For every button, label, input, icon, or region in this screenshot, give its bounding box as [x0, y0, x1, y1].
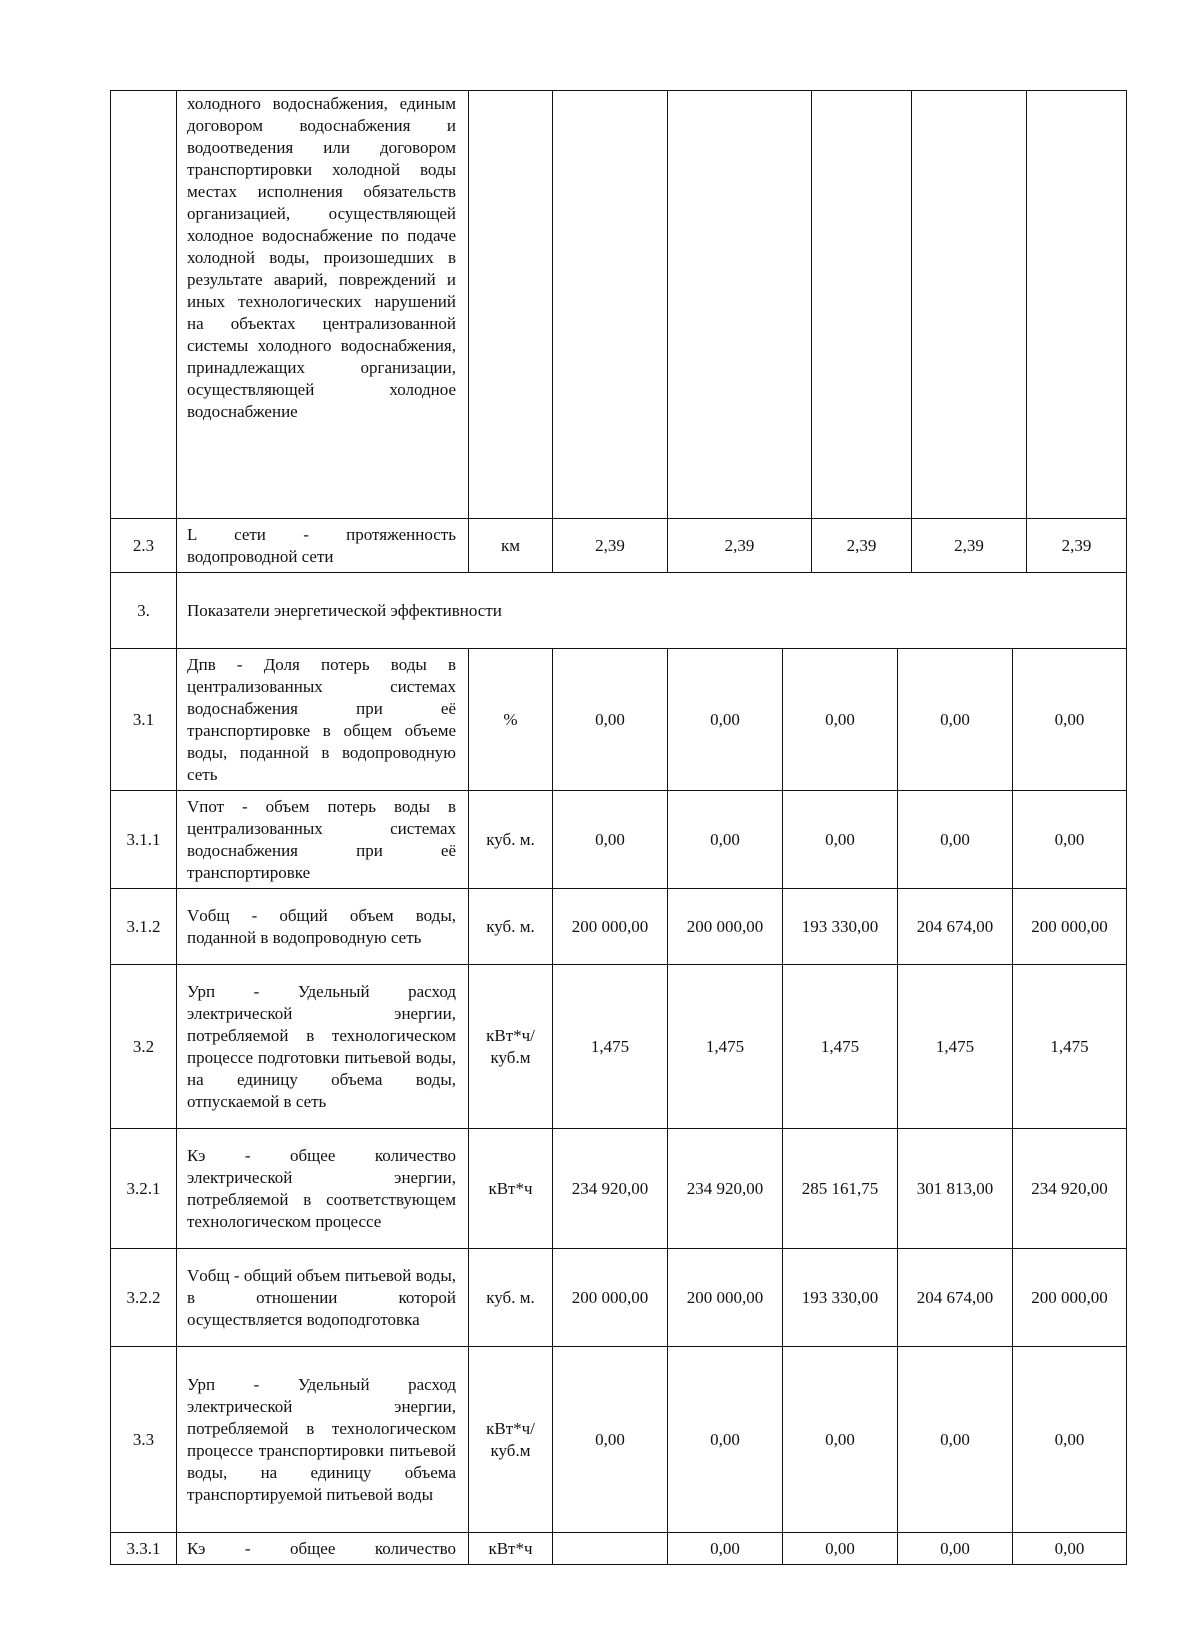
- row-unit: кВт*ч: [469, 1533, 553, 1565]
- value-cell: 0,00: [783, 1533, 898, 1565]
- value-cell: 285 161,75: [783, 1129, 898, 1249]
- row-description-text: Урп - Удельный расход электрической энергии, потребляемой в технологическом процессе транспортировки питьевой воды, на единицу объема транспортируемой питьевой воды: [187, 1374, 456, 1504]
- value-cell: 200 000,00: [1013, 889, 1127, 965]
- row-number: 3.1.1: [111, 791, 177, 889]
- value-cell: 234 920,00: [1013, 1129, 1127, 1249]
- value-cell: 0,00: [553, 791, 668, 889]
- section-header-row: [111, 573, 1127, 649]
- value-cell: 193 330,00: [783, 1249, 898, 1347]
- value-cell: 0,00: [1013, 1533, 1127, 1565]
- value-cell: 1,475: [783, 965, 898, 1129]
- value-cell: 200 000,00: [668, 889, 783, 965]
- row-description: [177, 889, 469, 965]
- row-unit: куб. м.: [469, 791, 553, 889]
- row-description: [177, 519, 469, 573]
- value-cell: 1,475: [1013, 965, 1127, 1129]
- row-unit: куб. м.: [469, 1249, 553, 1347]
- value-cell: 200 000,00: [1013, 1249, 1127, 1347]
- value-cell: 0,00: [1013, 649, 1127, 791]
- value-cell: 234 920,00: [668, 1129, 783, 1249]
- row-unit: %: [469, 649, 553, 791]
- value-cell: 2,39: [668, 519, 812, 573]
- value-cell: 0,00: [668, 1533, 783, 1565]
- table-row: [111, 1347, 1127, 1533]
- row-number: [111, 91, 177, 519]
- row-description: [177, 1249, 469, 1347]
- row-description-text: Vобщ - общий объем воды, поданной в водопроводную сеть: [187, 905, 456, 947]
- row-description-text: холодного водоснабжения, единым договором водоснабжения и водоотведения или договором транспортировки холодной воды местах исполнения обязательств организацией, осуществляющей холодное водоснабжение по подаче холодной воды, произошедших в результате аварий, повреждений и иных технологических нарушений на объектах централизованной системы холодного водоснабжения, принадлежащих организации, осуществляющей холодное водоснабжение: [187, 94, 456, 421]
- value-cell: 301 813,00: [898, 1129, 1013, 1249]
- section-number: 3.: [111, 573, 177, 649]
- value-cell: [812, 91, 912, 519]
- value-cell: 200 000,00: [553, 1249, 668, 1347]
- row-number: 3.3.1: [111, 1533, 177, 1565]
- value-cell: 2,39: [812, 519, 912, 573]
- value-cell: 0,00: [1013, 791, 1127, 889]
- value-cell: 1,475: [668, 965, 783, 1129]
- row-description-text: Кэ - общее количество: [187, 1538, 456, 1558]
- value-cell: 0,00: [898, 791, 1013, 889]
- row-description-text: Дпв - Доля потерь воды в централизованных системах водоснабжения при её транспортировке в общем объеме воды, поданной в водопроводную сеть: [187, 654, 456, 784]
- value-cell: 0,00: [668, 1347, 783, 1533]
- row-description: [177, 1347, 469, 1533]
- indicators-table-lower: [110, 648, 1127, 1565]
- value-cell: 0,00: [898, 1347, 1013, 1533]
- value-cell: 234 920,00: [553, 1129, 668, 1249]
- value-cell: 2,39: [553, 519, 668, 573]
- table-row: [111, 1533, 1127, 1565]
- section-title: Показатели энергетической эффективности: [177, 573, 1127, 649]
- value-cell: [912, 91, 1027, 519]
- indicators-table-upper: [110, 90, 1127, 649]
- value-cell: 204 674,00: [898, 889, 1013, 965]
- row-description: [177, 1533, 469, 1565]
- row-unit: куб. м.: [469, 889, 553, 965]
- row-number: 3.2.2: [111, 1249, 177, 1347]
- row-description: [177, 965, 469, 1129]
- row-unit: кВт*ч/ куб.м: [469, 965, 553, 1129]
- row-unit: кВт*ч: [469, 1129, 553, 1249]
- row-description-text: L сети - протяженность водопроводной сети: [187, 524, 456, 566]
- value-cell: 0,00: [553, 649, 668, 791]
- value-cell: 0,00: [783, 791, 898, 889]
- row-description-text: Vобщ - общий объем питьевой воды, в отношении которой осуществляется водоподготовка: [187, 1265, 456, 1329]
- row-description: [177, 649, 469, 791]
- row-unit: кВт*ч/ куб.м: [469, 1347, 553, 1533]
- value-cell: 204 674,00: [898, 1249, 1013, 1347]
- table-row: [111, 1249, 1127, 1347]
- table-row: [111, 889, 1127, 965]
- value-cell: [668, 91, 812, 519]
- value-cell: 0,00: [668, 791, 783, 889]
- value-cell: 193 330,00: [783, 889, 898, 965]
- value-cell: 0,00: [783, 649, 898, 791]
- table-row: [111, 965, 1127, 1129]
- row-description: [177, 91, 469, 519]
- row-number: 2.3: [111, 519, 177, 573]
- row-description: [177, 791, 469, 889]
- table-row: [111, 649, 1127, 791]
- row-description: [177, 1129, 469, 1249]
- value-cell: 0,00: [553, 1347, 668, 1533]
- row-number: 3.1: [111, 649, 177, 791]
- value-cell: 0,00: [1013, 1347, 1127, 1533]
- table-row: [111, 519, 1127, 573]
- value-cell: 1,475: [898, 965, 1013, 1129]
- row-number: 3.2.1: [111, 1129, 177, 1249]
- table-row: [111, 1129, 1127, 1249]
- row-number: 3.3: [111, 1347, 177, 1533]
- row-number: 3.1.2: [111, 889, 177, 965]
- value-cell: 200 000,00: [553, 889, 668, 965]
- value-cell: 1,475: [553, 965, 668, 1129]
- value-cell: 0,00: [898, 1533, 1013, 1565]
- value-cell: 2,39: [1027, 519, 1127, 573]
- row-description-text: Урп - Удельный расход электрической энергии, потребляемой в технологическом процессе подготовки питьевой воды, на единицу объема воды, отпускаемой в сеть: [187, 981, 456, 1111]
- table-row: [111, 791, 1127, 889]
- value-cell: 200 000,00: [668, 1249, 783, 1347]
- row-description-text: Vпот - объем потерь воды в централизованных системах водоснабжения при её транспортировке: [187, 796, 456, 882]
- row-unit: [469, 91, 553, 519]
- value-cell: 0,00: [783, 1347, 898, 1533]
- value-cell: [1027, 91, 1127, 519]
- value-cell: 2,39: [912, 519, 1027, 573]
- row-number: 3.2: [111, 965, 177, 1129]
- row-unit: км: [469, 519, 553, 573]
- value-cell: [553, 91, 668, 519]
- table-row: [111, 91, 1127, 519]
- value-cell: 0,00: [668, 649, 783, 791]
- value-cell: [553, 1533, 668, 1565]
- row-description-text: Кэ - общее количество электрической энергии, потребляемой в соответствующем технологическом процессе: [187, 1145, 456, 1231]
- value-cell: 0,00: [898, 649, 1013, 791]
